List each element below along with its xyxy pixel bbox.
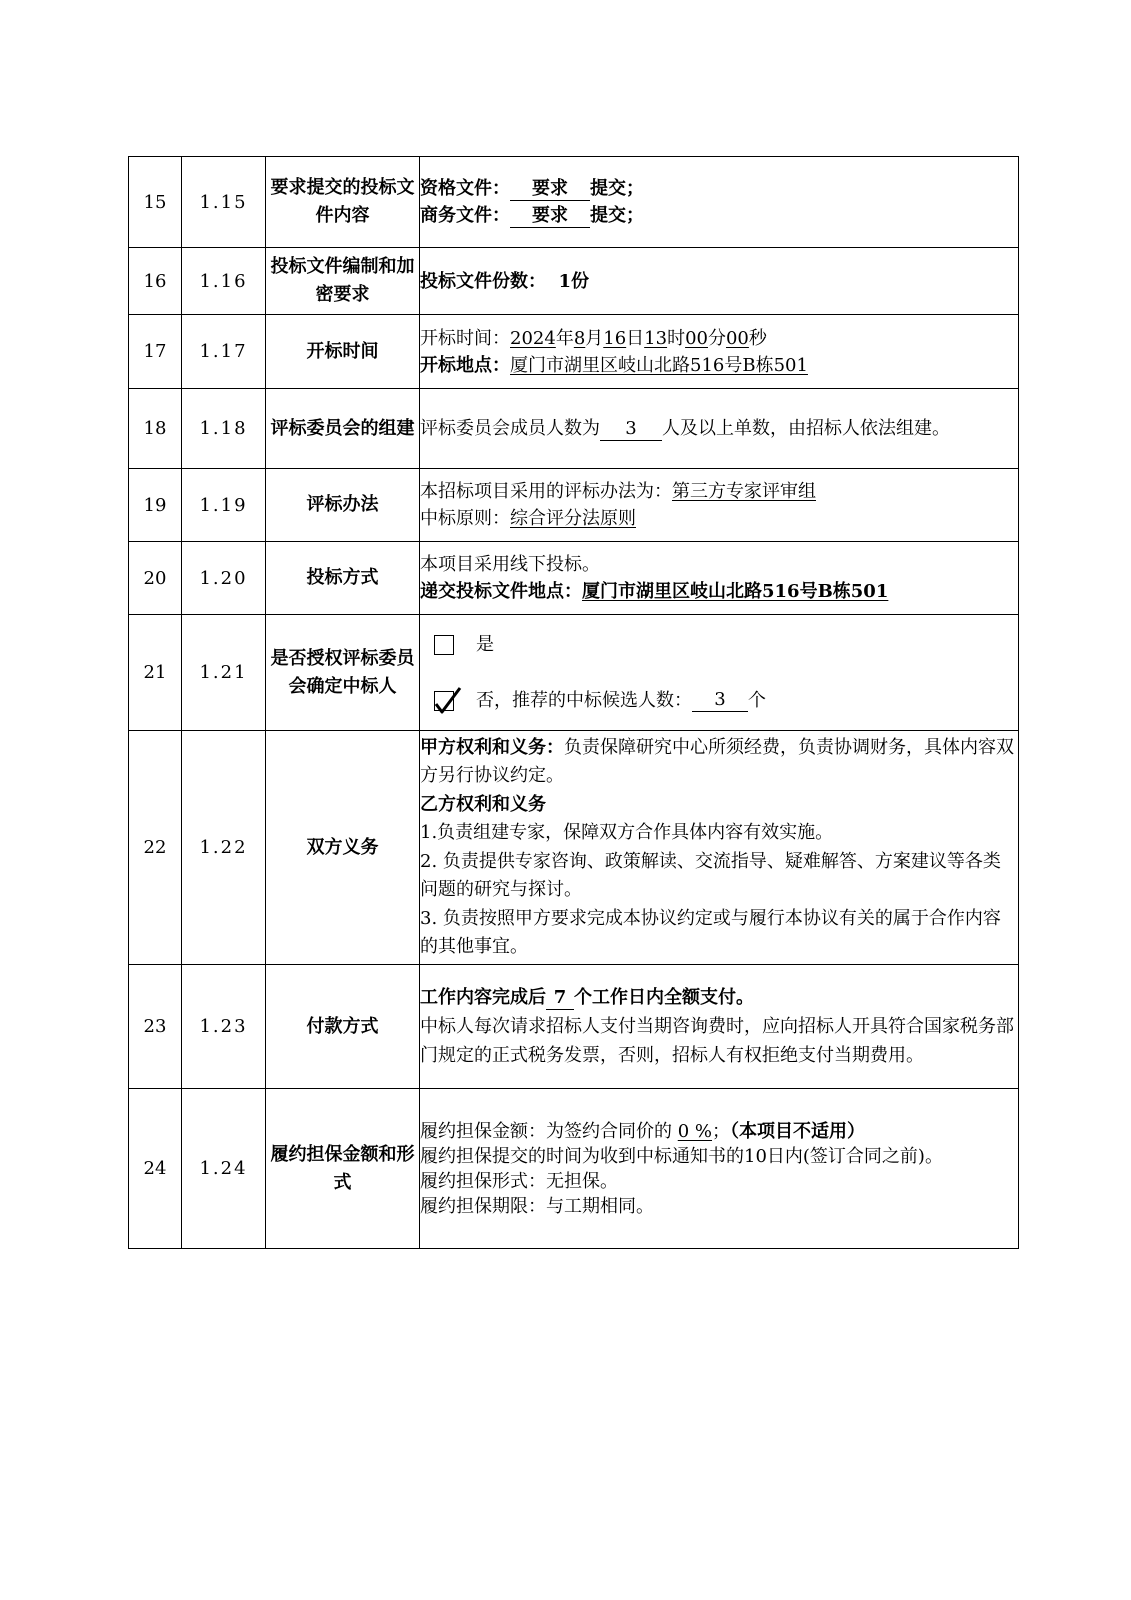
item-title: 付款方式: [266, 965, 420, 1089]
row-number: 24: [129, 1089, 182, 1249]
row-number: 21: [129, 615, 182, 731]
row-number: 23: [129, 965, 182, 1089]
clause-number: 1.15: [182, 157, 266, 248]
row-content: 履约担保金额：为签约合同价的 0 %；（本项目不适用） 履约担保提交的时间为收到中标通知书的10日内(签订合同之前)。 履约担保形式：无担保。 履约担保期限：与工期相同。: [420, 1089, 1019, 1249]
item-title: 评标办法: [266, 469, 420, 542]
row-number: 19: [129, 469, 182, 542]
clause-number: 1.19: [182, 469, 266, 542]
row-content: [420, 315, 1019, 389]
list-item: 3. 负责按照甲方要求完成本协议约定或与履行本协议有关的属于合作内容的其他事宜。: [420, 907, 1001, 957]
item-title: 投标文件编制和加密要求: [266, 248, 420, 315]
row-number: 22: [129, 731, 182, 965]
table-row: [129, 731, 1019, 965]
item-title: 评标委员会的组建: [266, 389, 420, 469]
opening-place: 开标地点：厦门市湖里区岐山北路516号B栋501: [420, 354, 808, 376]
bid-data-table: [128, 156, 1019, 1249]
underlined-value: 7: [546, 987, 574, 1010]
underlined-value: 3: [692, 689, 748, 712]
list-item: 2. 负责提供专家咨询、政策解读、交流指导、疑难解答、方案建议等各类问题的研究与探讨。: [420, 850, 1001, 900]
item-title: 投标方式: [266, 542, 420, 615]
clause-number: 1.17: [182, 315, 266, 389]
content-line: 资格文件： 要求 提交；: [420, 178, 644, 199]
row-number: 18: [129, 389, 182, 469]
table-row: [129, 315, 1019, 389]
underlined-value: 要求: [510, 205, 590, 228]
clause-number: 1.22: [182, 731, 266, 965]
item-title: 开标时间: [266, 315, 420, 389]
table-row: [129, 248, 1019, 315]
checkbox-unchecked[interactable]: [434, 635, 454, 655]
clause-number: 1.18: [182, 389, 266, 469]
opening-time: 开标时间：2024年8月16日13时00分00秒: [420, 327, 767, 349]
clause-number: 1.24: [182, 1089, 266, 1249]
content-line: 商务文件： 要求 提交；: [420, 205, 644, 226]
row-content: 甲方权利和义务：负责保障研究中心所须经费，负责协调财务，具体内容双方另行协议约定。 乙方权利和义务 1.负责组建专家，保障双方合作具体内容有效实施。 2. 负责提供专家咨询、政策解读、交流指导、疑难解答、方案建议等各类问题的研究与探讨。 3. 负责按照甲方要求完成本协议约定或与履行本协议有关的属于合作内容的其他事宜。: [420, 731, 1019, 965]
row-number: 20: [129, 542, 182, 615]
underlined-value: 3: [600, 418, 662, 441]
row-content: [420, 157, 1019, 248]
clause-number: 1.21: [182, 615, 266, 731]
table-row: [129, 615, 1019, 731]
list-item: 1.负责组建专家，保障双方合作具体内容有效实施。: [420, 822, 834, 843]
item-title: 双方义务: [266, 731, 420, 965]
row-content: 投标文件份数： 1份: [420, 248, 1019, 315]
item-title: 履约担保金额和形式: [266, 1089, 420, 1249]
clause-number: 1.20: [182, 542, 266, 615]
item-title: 要求提交的投标文件内容: [266, 157, 420, 248]
checkmark-icon: [433, 685, 463, 715]
checkbox-checked[interactable]: [434, 691, 454, 711]
row-number: 17: [129, 315, 182, 389]
table-row: [129, 469, 1019, 542]
row-content: 本招标项目采用的评标办法为：第三方专家评审组 中标原则：综合评分法原则: [420, 469, 1019, 542]
row-content: 工作内容完成后 7 个工作日内全额支付。 中标人每次请求招标人支付当期咨询费时，应向招标人开具符合国家税务部门规定的正式税务发票，否则，招标人有权拒绝支付当期费用。: [420, 965, 1019, 1089]
row-number: 16: [129, 248, 182, 315]
row-content: 是 否，推荐的中标候选人数： 3 个: [420, 615, 1019, 731]
underlined-value: 要求: [510, 178, 590, 201]
table-row: [129, 157, 1019, 248]
clause-number: 1.23: [182, 965, 266, 1089]
table-row: [129, 542, 1019, 615]
table-row: [129, 1089, 1019, 1249]
row-number: 15: [129, 157, 182, 248]
clause-number: 1.16: [182, 248, 266, 315]
table-row: [129, 389, 1019, 469]
row-content: 本项目采用线下投标。 递交投标文件地点：厦门市湖里区岐山北路516号B栋501: [420, 542, 1019, 615]
row-content: 评标委员会成员人数为 3 人及以上单数，由招标人依法组建。: [420, 389, 1019, 469]
table-row: [129, 965, 1019, 1089]
item-title: 是否授权评标委员会确定中标人: [266, 615, 420, 731]
